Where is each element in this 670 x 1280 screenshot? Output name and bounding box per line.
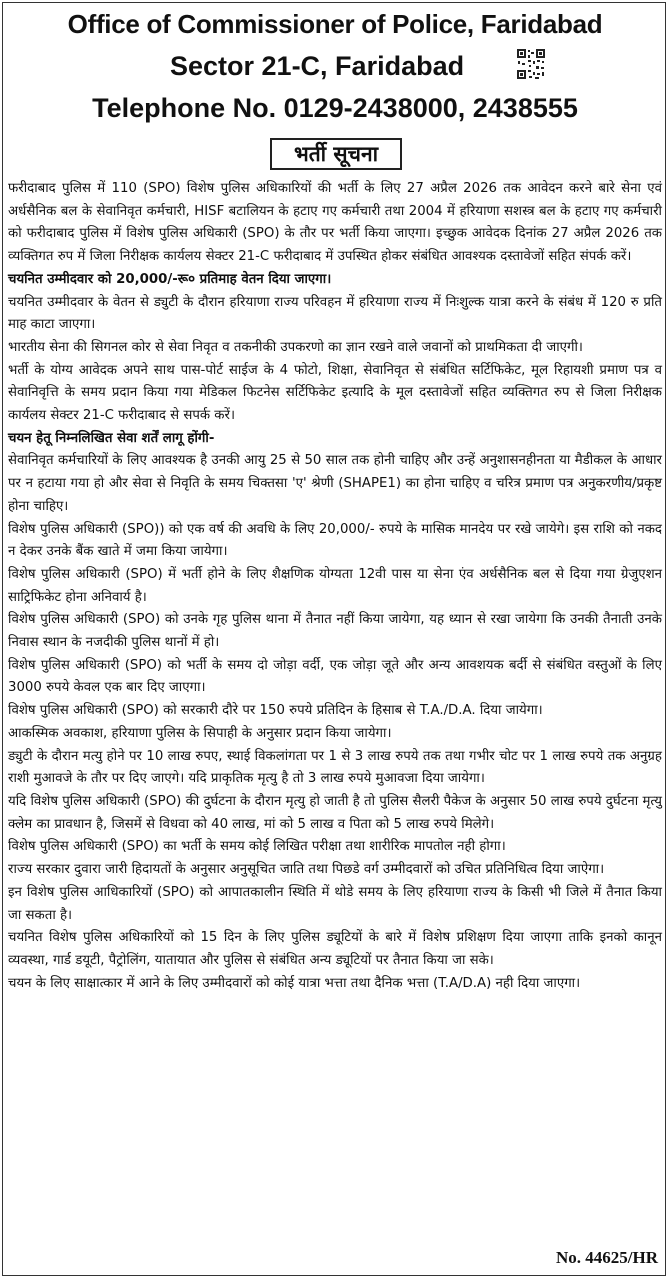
notice-subheading: चयन हेतू निम्नलिखित सेवा शर्तें लागू होंगी- <box>8 430 215 446</box>
notice-paragraph: चयनित विशेष पुलिस अधिकारियों को 15 दिन के लिए पुलिस ड्यूटियों के बारे में विशेष प्रशिक्षण दिया जाएगा ताकि इनको कानून व्यवस्था, गार्ड डयूटी, पैट्रोलिंग, यातायात और पुलिस से संबंधित अन्य ड्यूटियों पर तैनात किया जा सके। <box>8 930 662 968</box>
notice-paragraph: विशेष पुलिस अधिकारी (SPO) को उनके गृह पुलिस थाना में तैनात नहीं किया जायेगा, यह ध्यान से रखा जायेगा कि उनकी तैनाती उनके निवास स्थान के नजदीकी पुलिस थानों में हो। <box>8 612 662 651</box>
notice-paragraph: चयन के लिए साक्षात्कार में आने के लिए उम्मीदवारों को कोई यात्रा भत्ता तथा दैनिक भत्ता (T.A/D.A) नही दिया जाएगा। <box>8 975 581 991</box>
notice-title: भर्ती सूचना <box>270 138 402 170</box>
notice-paragraph: विशेष पुलिस अधिकारी (SPO) में भर्ती होने के लिए शैक्षणिक योग्यता 12वी पास या सेना एंव अर्धसैनिक बल से दिया गया ग्रेजुएशन साट्रिफिकेट होना अनिवार्य है। <box>8 566 662 605</box>
notice-paragraph: राज्य सरकार दुवारा जारी हिदायतों के अनुसार अनुसूचित जाति तथा पिछडे वर्ग उम्मीदवारों को उचित प्रतिनिधित्व दिया जाऐगा। <box>8 862 605 878</box>
notice-paragraph: विशेष पुलिस अधिकारी (SPO) को सरकारी दौरे पर 150 रुपये प्रतिदिन के हिसाब से T.A./D.A. दिया जायेगा। <box>8 703 543 719</box>
qr-code-icon <box>516 48 546 80</box>
office-title: Office of Commissioner of Police, Faridabad <box>67 9 603 39</box>
notice-paragraph: सेवानिवृत कर्मचारियों के लिए आवश्यक है उनकी आयु 25 से 50 साल तक होनी चाहिए और उन्हें अनुशासनहीनता या मैडीकल के आधार पर न हटाया गया हो और सेवा से निवृति के समय चिक्तसा 'ए' श्रेणी (SHAPE1) का होना चाहिए व चरित्र प्रमाण पत्र अनुकरणीय/प्रकृष्ट होना चाहिए। <box>8 453 662 514</box>
notice-paragraph: आकस्मिक अवकाश, हरियाणा पुलिस के सिपाही के अनुसार प्रदान किया जायेगा। <box>8 725 392 741</box>
notice-paragraph: विशेष पुलिस अधिकारी (SPO)) को एक वर्ष की अवधि के लिए 20,000/- रुपये के मासिक मानदेय पर रखे जायेगे। इस राशि को नकद न देकर उनके बैंक खाते में जमा किया जायेगा। <box>8 521 662 560</box>
notice-paragraph: फरीदाबाद पुलिस में 110 (SPO) विशेष पुलिस अधिकारियों की भर्ती के लिए 27 अप्रैल 2026 तक आवेदन करने बारे सेना एवं अर्धसैनिक बल के सेवानिवृत कर्मचारी, HISF बटालियन के हटाए गए कर्मचारी तथा 2004 में हरियाणा सशस्त्र बल के हटाए गए कर्मचारी को फरीदाबाद पुलिस में विशेष पुलिस अधिकारी (SPO) के तौर पर भर्ती किया जाएगा। इच्छुक आवेदक दिनांक 27 अप्रैल 2026 तक व्यक्तिगत रुप में जिला निरीक्षक कार्यलय सेक्टर 21-C फरीदाबाद में उपस्थित होकर संबंधित आवश्यक दस्तावेजों सहित संपर्क करें। <box>8 181 662 265</box>
notice-paragraph: चयनित उम्मीदवार के वेतन से ड्युटी के दौरान हरियाणा राज्य परिवहन में हरियाणा राज्य में निःशुल्क यात्रा करने के संबंध में 120 रु प्रति माह काटा जाएगा। <box>8 294 662 333</box>
notice-paragraph: भर्ती के योग्य आवेदक अपने साथ पास-पोर्ट साईज के 4 फोटो, शिक्षा, सेवानिवृत से संबंधित सर्टिफिकेट, मूल रिहायशी प्रमाण पत्र व सेवानिवृत्ति के समय प्रदान किया गया मेडिकल फिटनेस सर्टिफिकेट इत्यादि के मूल दस्तावेजों सहित व्यक्तिगत रुप से जिला निरीक्षक कार्यलय सेक्टर 21-C फरीदाबाद से सपर्क करें। <box>8 362 662 424</box>
notice-body <box>8 178 662 995</box>
reference-number: No. 44625/HR <box>556 1248 658 1267</box>
notice-subheading: चयनित उम्मीदवार को 20,000/-रू० प्रतिमाह वेतन दिया जाएगा। <box>8 271 332 287</box>
notice-paragraph: विशेष पुलिस अधिकारी (SPO) का भर्ती के समय कोई लिखित परीक्षा तथा शारीरिक मापतोल नही होगा। <box>8 839 506 855</box>
notice-paragraph: ड्युटी के दौरान मत्यु होने पर 10 लाख रुपए, स्थाई विकलांगता पर 1 से 3 लाख रुपये तक तथा गभीर चोट पर 1 लाख रुपये तक अनुग्रह राशी मुआवजे के तौर पर दिए जाएगे। यदि प्राकृतिक मृत्यु है तो 3 लाख रुपये मुआवजा दिया जायेगा। <box>8 748 662 787</box>
notice-paragraph: यदि विशेष पुलिस अधिकारी (SPO) की दुर्घटना के दौरान मृत्यु हो जाती है तो पुलिस सैलरी पैकेज के अनुसार 50 लाख रुपये दुर्घटना मृत्यु क्लेम का प्रावधान है, जिसमें से विधवा को 40 लाख, मां को 5 लाख व पिता को 5 लाख रुपये मिलेगे। <box>8 793 662 832</box>
notice-header <box>0 0 670 130</box>
notice-paragraph: इन विशेष पुलिस आधिकारियों (SPO) को आपातकालीन स्थिति में थोडे समय के लिए हरियाणा राज्य के किसी भी जिले में तैनात किया जा सकता है। <box>8 884 662 923</box>
office-address: Sector 21-C, Faridabad <box>170 51 465 81</box>
notice-paragraph: भारतीय सेना की सिगनल कोर से सेवा निवृत व तकनीकी उपकरणो का ज्ञान रखने वाले जवानों को प्राथमिकता दी जाएगी। <box>8 339 583 355</box>
notice-paragraph: विशेष पुलिस अधिकारी (SPO) को भर्ती के समय दो जोड़ा वर्दी, एक जोड़ा जूते और अन्य आवशयक बर्दी से संबंधित वस्तुओं के लिए 3000 रुपये केवल एक बार दिए जाएगा। <box>8 657 662 696</box>
office-telephone: Telephone No. 0129-2438000, 2438555 <box>92 93 578 123</box>
